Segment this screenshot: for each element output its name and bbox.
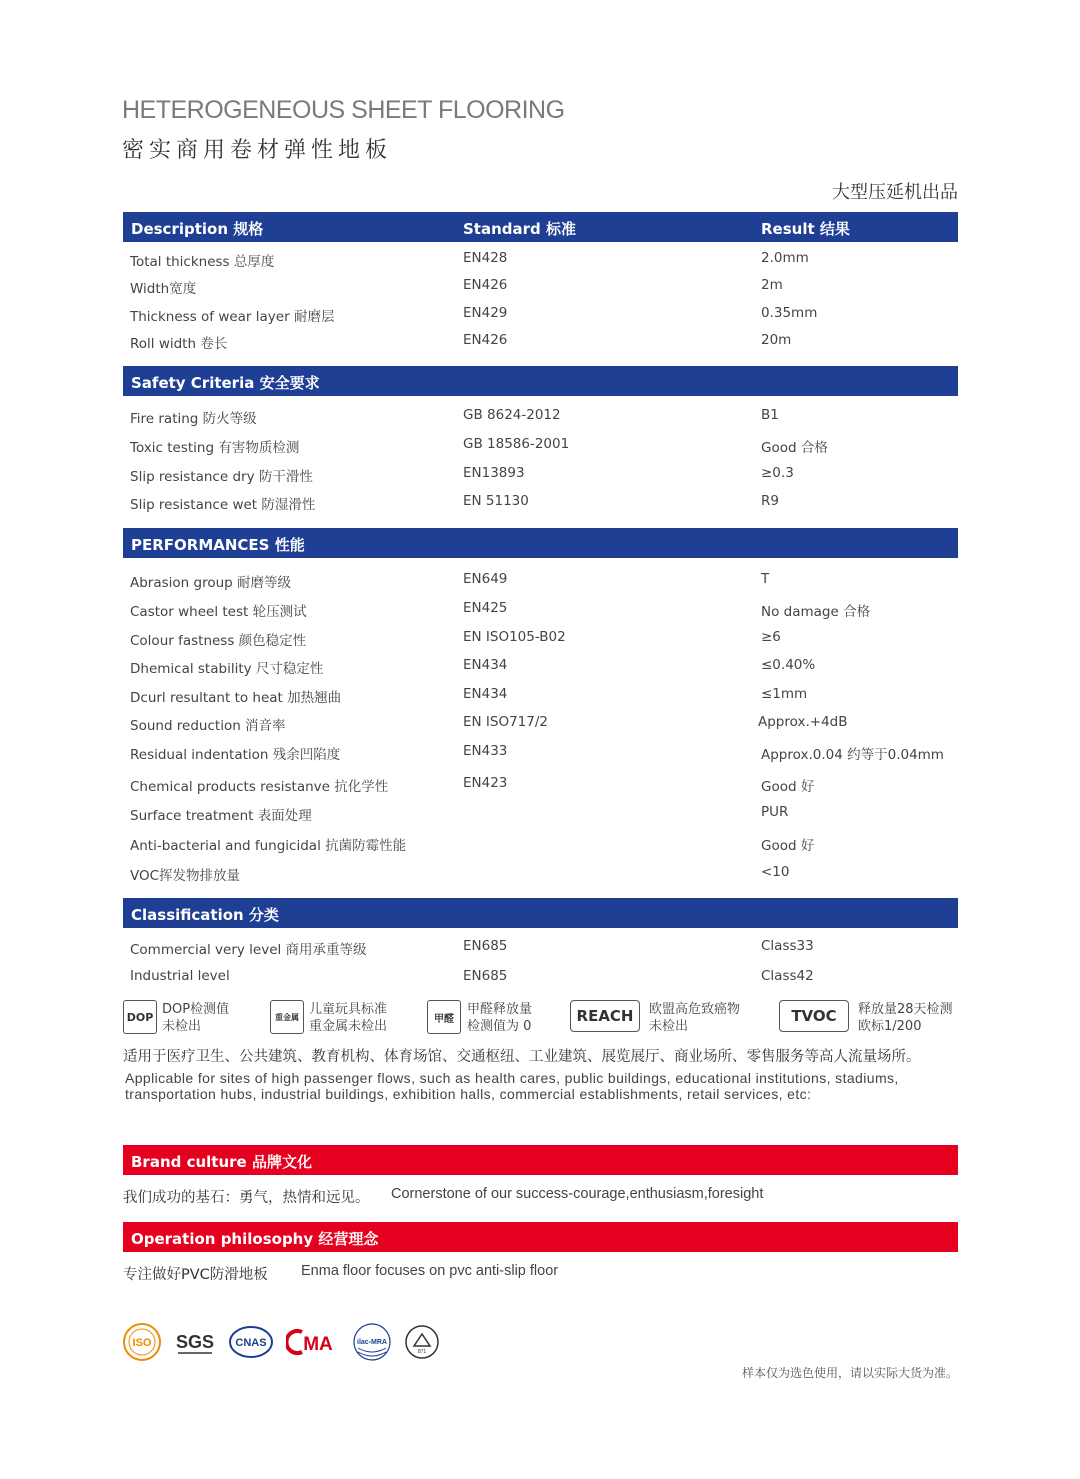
table-row	[130, 305, 960, 327]
brand-culture-bar	[123, 1145, 958, 1175]
row-result: ≥0.3	[761, 465, 794, 481]
row-standard: EN423	[463, 775, 508, 791]
table-row	[130, 834, 960, 856]
row-result: 2m	[761, 277, 783, 293]
cert-line2: 欧标1/200	[858, 1019, 922, 1034]
row-result: ≤0.40%	[761, 657, 816, 673]
table-header-bar	[123, 212, 958, 242]
applications-en: Applicable for sites of high passenger flows, such as health cares, public buildings, educational institutions, stadiums, transportation hubs, industrial buildings, exhibition halls, commercial establishments, retail services, etc:	[125, 1070, 899, 1102]
row-result: Good 好	[761, 838, 815, 854]
row-description: Sound reduction 消音率	[130, 718, 286, 734]
classification-title: Classification 分类	[131, 906, 279, 924]
table-row	[130, 250, 960, 272]
header-result: Result 结果	[761, 220, 850, 238]
reach-icon: REACH	[570, 1000, 640, 1032]
table-row	[130, 968, 960, 990]
table-row	[130, 571, 960, 593]
row-description: Commercial very level 商用承重等级	[130, 942, 367, 958]
performances-title: PERFORMANCES 性能	[131, 536, 305, 554]
iso-logo-text: ISO	[132, 1337, 152, 1349]
row-result: Class33	[761, 938, 814, 954]
row-result: PUR	[761, 804, 789, 820]
ilac-logo-text: ilac-MRA	[357, 1339, 387, 1346]
safety-title: Safety Criteria 安全要求	[131, 374, 320, 392]
header-standard: Standard 标准	[463, 220, 576, 238]
heavy-metal-icon: 重金属	[270, 1000, 304, 1034]
row-result: ≥6	[761, 629, 781, 645]
cert-line2: 未检出	[649, 1019, 689, 1034]
cert-line1: 释放量28天检测	[858, 1002, 953, 1017]
row-result: 20m	[761, 332, 792, 348]
cert-reach	[570, 998, 770, 1034]
table-row	[130, 714, 960, 736]
cert-heavy-metal	[270, 998, 420, 1034]
row-standard: EN685	[463, 938, 508, 954]
row-standard: EN434	[463, 657, 508, 673]
sgs-logo-text: SGS	[175, 1332, 215, 1352]
brand-culture-title: Brand culture 品牌文化	[131, 1153, 312, 1171]
row-standard: EN13893	[463, 465, 525, 481]
table-row	[130, 407, 960, 429]
formaldehyde-icon: 甲醛	[427, 1000, 461, 1034]
cma-logo-icon	[286, 1322, 340, 1362]
row-description: Anti-bacterial and fungicidal 抗菌防霉性能	[130, 838, 407, 854]
row-result: Approx.+4dB	[758, 714, 848, 730]
row-description: Castor wheel test 轮压测试	[130, 604, 307, 620]
cert-line1: 甲醛释放量	[467, 1002, 533, 1017]
operation-en: Enma floor focuses on pvc anti-slip floor	[301, 1263, 559, 1279]
subtitle: 大型压延机出品	[832, 182, 958, 203]
row-result: Class42	[761, 968, 814, 984]
title-cn: 密实商用卷材弹性地板	[122, 138, 393, 163]
row-description: Width宽度	[130, 281, 197, 297]
row-result: Good 好	[761, 779, 815, 795]
row-description: Industrial level	[130, 968, 230, 984]
cert-dop	[123, 998, 263, 1034]
cert-line2: 未检出	[162, 1019, 202, 1034]
row-result: No damage 合格	[761, 604, 871, 620]
row-result: Approx.0.04 约等于0.04mm	[761, 747, 944, 763]
row-description: Slip resistance dry 防干滑性	[130, 469, 313, 485]
brand-culture-en: Cornerstone of our success-courage,enthusiasm,foresight	[391, 1186, 764, 1202]
cert-tvoc	[779, 998, 964, 1034]
row-result: T	[761, 571, 770, 587]
iso-logo-icon	[122, 1322, 162, 1362]
row-result: <10	[761, 864, 790, 880]
product-mark-logo-icon	[404, 1322, 440, 1362]
row-description: Dcurl resultant to heat 加热翘曲	[130, 690, 342, 706]
dop-icon: DOP	[123, 1000, 157, 1034]
ilac-mra-logo-icon	[352, 1322, 392, 1362]
table-row	[130, 804, 960, 826]
cert-line1: 欧盟高危致癌物	[649, 1002, 741, 1017]
row-standard: EN428	[463, 250, 508, 266]
row-description: Slip resistance wet 防湿滑性	[130, 497, 316, 513]
operation-bar	[123, 1222, 958, 1252]
row-standard: EN426	[463, 332, 508, 348]
performances-section-bar	[123, 528, 958, 558]
row-description: Surface treatment 表面处理	[130, 808, 312, 824]
cert-formaldehyde	[427, 998, 567, 1034]
row-description: Fire rating 防火等级	[130, 411, 257, 427]
row-standard: EN 51130	[463, 493, 529, 509]
table-row	[130, 743, 960, 765]
classification-section-bar	[123, 898, 958, 928]
row-standard: EN429	[463, 305, 508, 321]
brand-culture-cn: 我们成功的基石：勇气，热情和远见。	[123, 1190, 370, 1206]
safety-section-bar	[123, 366, 958, 396]
row-description: Total thickness 总厚度	[130, 254, 275, 270]
cert-line2: 重金属未检出	[309, 1019, 388, 1034]
sgs-logo-icon	[174, 1322, 216, 1362]
cert-line1: DOP检测值	[162, 1002, 230, 1017]
table-row	[130, 775, 960, 797]
row-result: ≤1mm	[761, 686, 808, 702]
row-description: Abrasion group 耐磨等级	[130, 575, 292, 591]
row-standard: EN433	[463, 743, 508, 759]
row-standard: GB 8624-2012	[463, 407, 561, 423]
cma-logo-text: MA	[303, 1334, 333, 1355]
row-standard: EN685	[463, 968, 508, 984]
row-description: VOC挥发物排放量	[130, 868, 241, 884]
row-result: 2.0mm	[761, 250, 809, 266]
table-row	[130, 332, 960, 354]
table-row	[130, 277, 960, 299]
table-row	[130, 629, 960, 651]
cnas-logo-text: CNAS	[235, 1337, 267, 1349]
row-standard: EN ISO105-B02	[463, 629, 566, 645]
row-standard: EN426	[463, 277, 508, 293]
table-row	[130, 938, 960, 960]
footnote: 样本仅为选色使用，请以实际大货为准。	[741, 1366, 958, 1380]
tvoc-icon: TVOC	[779, 1000, 849, 1032]
row-standard: EN425	[463, 600, 508, 616]
row-description: Toxic testing 有害物质检测	[130, 440, 300, 456]
cert-line2: 检测值为 0	[467, 1019, 532, 1034]
row-result: 0.35mm	[761, 305, 818, 321]
cert-line1: 儿童玩具标准	[309, 1002, 388, 1017]
product-mark-text: 871	[417, 1349, 427, 1355]
cnas-logo-icon	[228, 1322, 274, 1362]
table-row	[130, 436, 960, 458]
table-row	[130, 686, 960, 708]
row-description: Colour fastness 颜色稳定性	[130, 633, 307, 649]
row-standard: GB 18586-2001	[463, 436, 570, 452]
operation-cn: 专注做好PVC防滑地板	[123, 1267, 268, 1283]
row-result: B1	[761, 407, 779, 423]
applications-cn: 适用于医疗卫生、公共建筑、教育机构、体育场馆、交通枢纽、工业建筑、展览展厅、商业场所、零售服务等高人流量场所。	[123, 1049, 921, 1065]
row-description: Roll width 卷长	[130, 336, 228, 352]
row-standard: EN434	[463, 686, 508, 702]
table-row	[130, 493, 960, 515]
row-standard: EN ISO717/2	[463, 714, 549, 730]
row-result: Good 合格	[761, 440, 828, 456]
operation-title: Operation philosophy 经营理念	[131, 1230, 379, 1248]
row-description: Thickness of wear layer 耐磨层	[130, 309, 335, 325]
table-row	[130, 465, 960, 487]
row-description: Residual indentation 残余凹陷度	[130, 747, 341, 763]
row-result: R9	[761, 493, 779, 509]
row-description: Dhemical stability 尺寸稳定性	[130, 661, 324, 677]
table-row	[130, 864, 960, 886]
row-standard: EN649	[463, 571, 508, 587]
title-en: HETEROGENEOUS SHEET FLOORING	[122, 96, 565, 124]
table-row	[130, 657, 960, 679]
table-row	[130, 600, 960, 622]
row-description: Chemical products resistanve 抗化学性	[130, 779, 389, 795]
header-description: Description 规格	[131, 220, 264, 238]
